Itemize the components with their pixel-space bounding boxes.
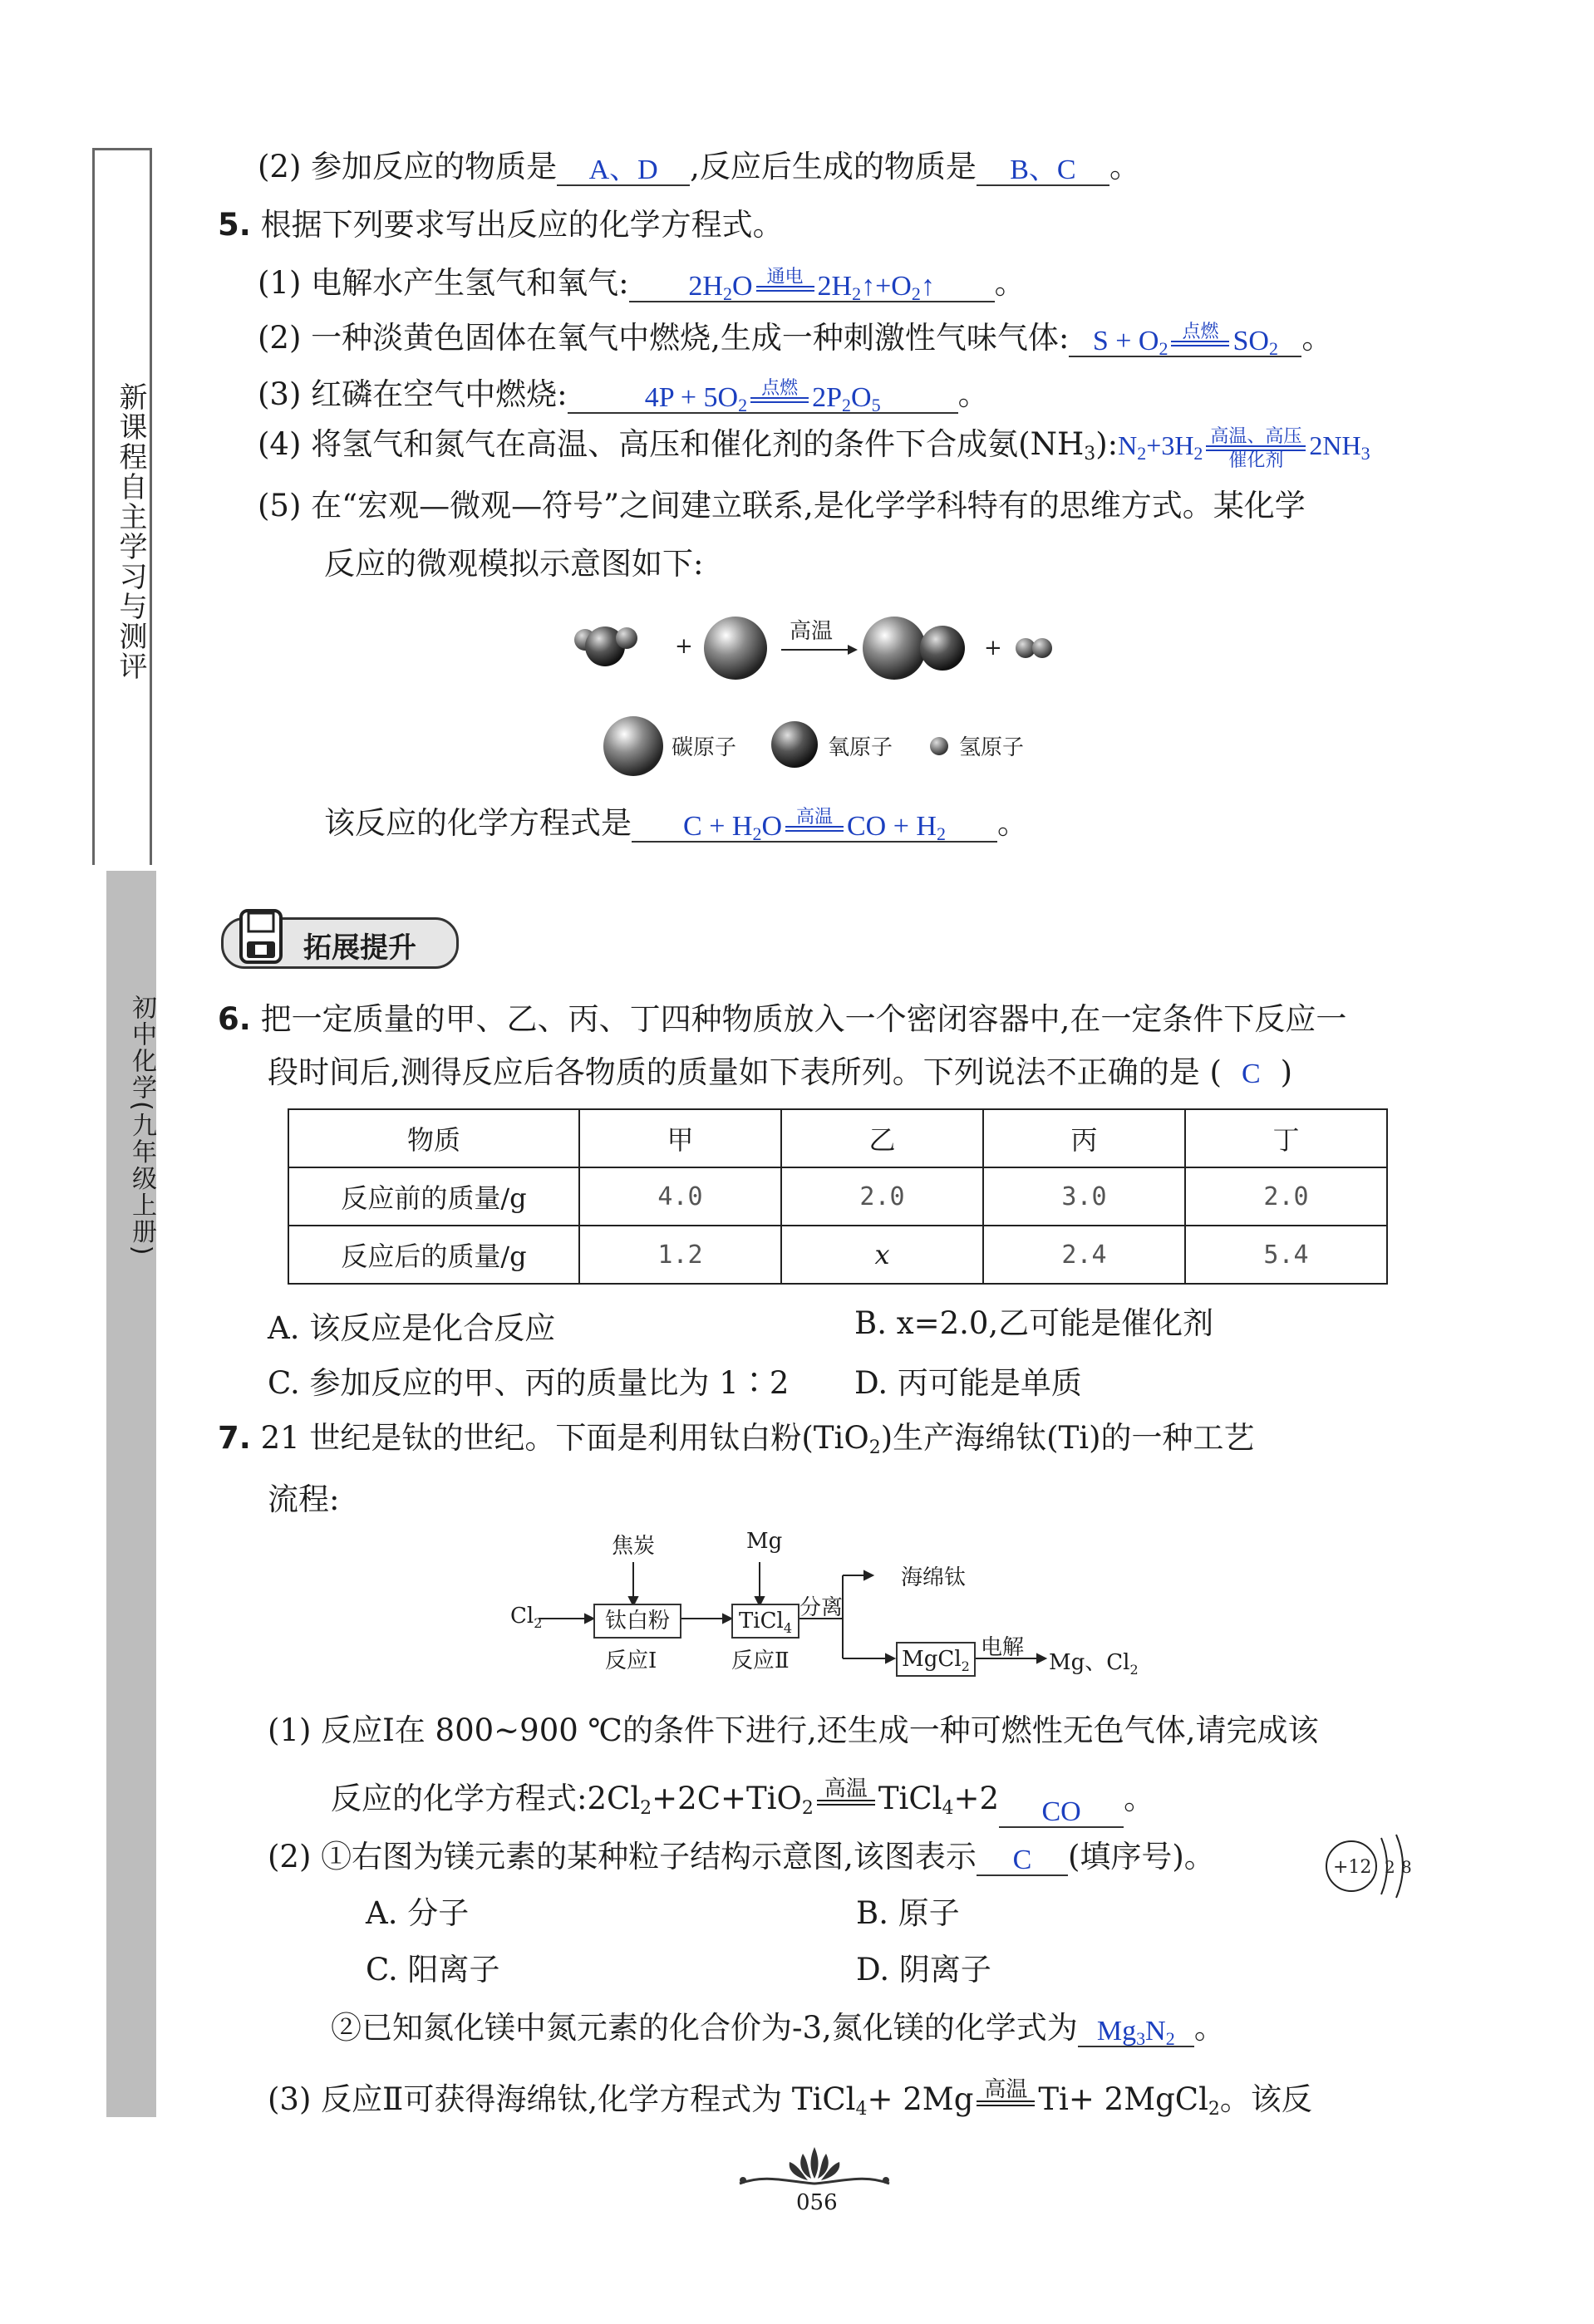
- q6-option-d: D. 丙可能是单质: [854, 1365, 1082, 1401]
- q4-answer-1: A、D: [588, 155, 658, 185]
- q5-item-5-line1: (5) 在“宏观—微观—符号”之间建立联系,是化学学科特有的思维方式。某化学: [258, 488, 1306, 523]
- table-cell: 5.4: [1185, 1226, 1387, 1284]
- q7-blank-3: [1078, 2011, 1194, 2047]
- water-molecule: [574, 626, 637, 666]
- plus-sign-1: +: [675, 634, 693, 659]
- q7-part3-line: (3) 反应Ⅱ可获得海绵钛,化学方程式为 TiCl$_4$+ 2Mg 高温 Ti+ 2MgCl$_2$。该反: [268, 2077, 1312, 2120]
- q5-text: 根据下列要求写出反应的化学方程式。: [260, 207, 784, 243]
- table-cell: 4.0: [579, 1167, 781, 1226]
- sidebar-top-title: 新课程自主学习与测评: [114, 382, 147, 681]
- q7-option-a: A. 分子: [366, 1895, 470, 1931]
- table-cell: 2.4: [983, 1226, 1185, 1284]
- flow-react1: 反应Ⅰ: [605, 1648, 657, 1673]
- flow-mg: Mg: [746, 1529, 783, 1554]
- flow-products: Mg、$Cl_2$: [1049, 1650, 1139, 1678]
- section-header: [221, 917, 459, 969]
- reaction-arrow: [781, 645, 858, 655]
- q5-blank-5: [632, 806, 997, 843]
- q7-part2b-line: ②已知氮化镁中氮元素的化合价为-3,氮化镁的化学式为 $Mg_3N_2$ 。: [331, 2010, 1225, 2049]
- q7-option-d: D. 阴离子: [856, 1952, 991, 1987]
- legend-oxygen: 氧原子: [828, 735, 893, 760]
- q7-part2-line: (2) ①右图为镁元素的某种粒子结构示意图,该图表示 C (填序号)。: [268, 1839, 1215, 1875]
- table-cell: 1.2: [579, 1226, 781, 1284]
- table-cell: 2.0: [1185, 1167, 1387, 1226]
- q5-item-4: (4) 将氢气和氮气在高温、高压和催化剂的条件下合成氨$(NH_3):N_2+3H_2$ 高温、高压 催化剂 $2NH_3$: [258, 425, 1370, 471]
- flow-sponge: 海绵钛: [901, 1565, 967, 1590]
- eq-2: $S + O_2$ 点燃 $SO_2$: [1092, 320, 1278, 359]
- q7-part1-line1: (1) 反应Ⅰ在 800~900 ℃的条件下进行,还生成一种可燃性无色气体,请完成该: [268, 1712, 1319, 1748]
- q6-number: 6.: [218, 1001, 251, 1037]
- q5-item-1: (1) 电解水产生氢气和氧气: $2H_2O$ 通电 $2H_2↑+O_2↑$ 。: [258, 265, 1026, 304]
- legend-carbon-atom: [603, 716, 663, 776]
- flow-coke: 焦炭: [612, 1534, 656, 1559]
- q6-mass-table: [288, 1108, 1388, 1285]
- table-header-cell: 丙: [983, 1109, 1185, 1167]
- flow-react2: 反应Ⅱ: [731, 1648, 790, 1673]
- eq-5: $C + H_2O$ 高温 CO + $H_2$: [683, 805, 946, 844]
- q7-answer-1: CO: [1041, 1796, 1081, 1827]
- q7-blank-1: [999, 1791, 1124, 1828]
- q6-line-1: 6. 把一定质量的甲、乙、丙、丁四种物质放入一个密闭容器中,在一定条件下反应一: [218, 1001, 1347, 1037]
- legend-oxygen-atom: [771, 721, 818, 768]
- table-header-cell: 丁: [1185, 1109, 1387, 1167]
- q7-line-2: 流程:: [268, 1481, 340, 1517]
- table-cell: 反应后的质量/g: [288, 1226, 579, 1284]
- flow-box-ticl4: TiCl$_4$: [731, 1604, 799, 1639]
- mg-ion-structure-diagram: [1321, 1828, 1421, 1903]
- eq-1: $2H_2O$ 通电 $2H_2↑+O_2↑$: [688, 265, 935, 304]
- flow-box-mgcl2: MgCl$_2$: [896, 1642, 976, 1677]
- page-number: 056: [796, 2190, 838, 2215]
- carbon-atom: [704, 617, 767, 680]
- flow-separate: 分离: [799, 1595, 844, 1620]
- q5-item-2: (2) 一种淡黄色固体在氧气中燃烧,生成一种刺激性气味气体: $S + O_2$ 点燃 $SO_2$ 。: [258, 320, 1333, 359]
- plus-sign-2: +: [984, 636, 1002, 661]
- q6-line-2: 段时间后,测得反应后各物质的质量如下表所列。下列说法不正确的是 ( C ): [268, 1054, 1293, 1090]
- q5-item-5-equation: 该反应的化学方程式是 $C + H_2O$ 高温 CO + $H_2$ 。: [324, 805, 1028, 844]
- h2-molecule: [1016, 638, 1052, 658]
- table-cell: 2.0: [781, 1167, 983, 1226]
- legend-hydrogen: 氢原子: [959, 735, 1025, 760]
- flow-box-tio2: 钛白粉: [593, 1604, 681, 1639]
- q7-blank-2: [977, 1840, 1068, 1876]
- legend-hydrogen-atom: [930, 737, 948, 755]
- q7-answer-3: $Mg_3N_2$: [1096, 2016, 1175, 2049]
- footer-ornament: [731, 2144, 898, 2194]
- shell-1-count: 2: [1385, 1857, 1395, 1877]
- q5-item-5-line2: 反应的微观模拟示意图如下:: [324, 546, 704, 582]
- legend-carbon: 碳原子: [672, 735, 737, 760]
- q5-blank-2: [1069, 321, 1301, 357]
- q7-number: 7.: [218, 1420, 251, 1456]
- q4-blank-2: [977, 150, 1109, 186]
- q4-answer-2: B、C: [1010, 155, 1076, 185]
- sidebar-bottom-title: 初中化学(九年级上册): [127, 995, 156, 1257]
- section-title: 拓展提升: [303, 931, 416, 965]
- q7-part1-line2: 反应的化学方程式$:2Cl_2+2C+TiO_2$ 高温 TiCl$_4$+2 CO 。: [331, 1776, 1155, 1827]
- flow-cl2: $Cl_2$: [510, 1604, 543, 1631]
- eq-4: $N_2+3H_2$ 高温、高压 催化剂 $2NH_3$: [1118, 425, 1370, 471]
- q7-flow-diagram: [499, 1529, 1147, 1687]
- q4-part2: (2) 参加反应的物质是 A、D ,反应后生成的物质是 B、C 。: [258, 149, 1140, 185]
- q7-line-1: 7. 21 世纪是钛的世纪。下面是利用钛白粉(TiO$_2$)生产海绵钛(Ti)的一种工艺: [218, 1420, 1255, 1458]
- table-cell: x: [781, 1226, 983, 1284]
- table-cell: 反应前的质量/g: [288, 1167, 579, 1226]
- eq-3: $4P + 5O_2$ 点燃 $2P_2O_5$: [644, 376, 881, 415]
- floppy-disk-icon: [239, 908, 283, 966]
- nucleus-charge: +12: [1333, 1857, 1372, 1878]
- q7-option-c: C. 阳离子: [366, 1952, 500, 1987]
- table-row: [288, 1226, 1387, 1284]
- table-cell: 3.0: [983, 1167, 1185, 1226]
- table-header-cell: 甲: [579, 1109, 781, 1167]
- q6-answer: C: [1241, 1059, 1261, 1089]
- q6-option-c: C. 参加反应的甲、丙的质量比为 1∶2: [268, 1365, 790, 1401]
- shell-2-count: 8: [1401, 1857, 1412, 1877]
- q7-answer-2: C: [1012, 1845, 1032, 1875]
- table-row: [288, 1167, 1387, 1226]
- q5-item-3: (3) 红磷在空气中燃烧: $4P + 5O_2$ 点燃 $2P_2O_5$ 。: [258, 376, 989, 415]
- table-header-cell: 乙: [781, 1109, 983, 1167]
- table-header-cell: 物质: [288, 1109, 579, 1167]
- q5-blank-3: [568, 377, 958, 414]
- q5-heading: [218, 206, 784, 244]
- q4-blank-1: [557, 150, 690, 186]
- q5-blank-1: [629, 266, 995, 302]
- q6-option-b: B. x=2.0,乙可能是催化剂: [854, 1305, 1214, 1341]
- table-header-row: [288, 1109, 1387, 1167]
- co-molecule: [863, 617, 965, 680]
- q6-option-a: A. 该反应是化合反应: [268, 1310, 556, 1346]
- diagram-condition: 高温: [790, 619, 834, 644]
- q7-option-b: B. 原子: [856, 1895, 960, 1931]
- micro-reaction-diagram: [565, 607, 1080, 789]
- q5-number: 5.: [218, 207, 251, 243]
- flow-electrolysis: 电解: [981, 1635, 1025, 1660]
